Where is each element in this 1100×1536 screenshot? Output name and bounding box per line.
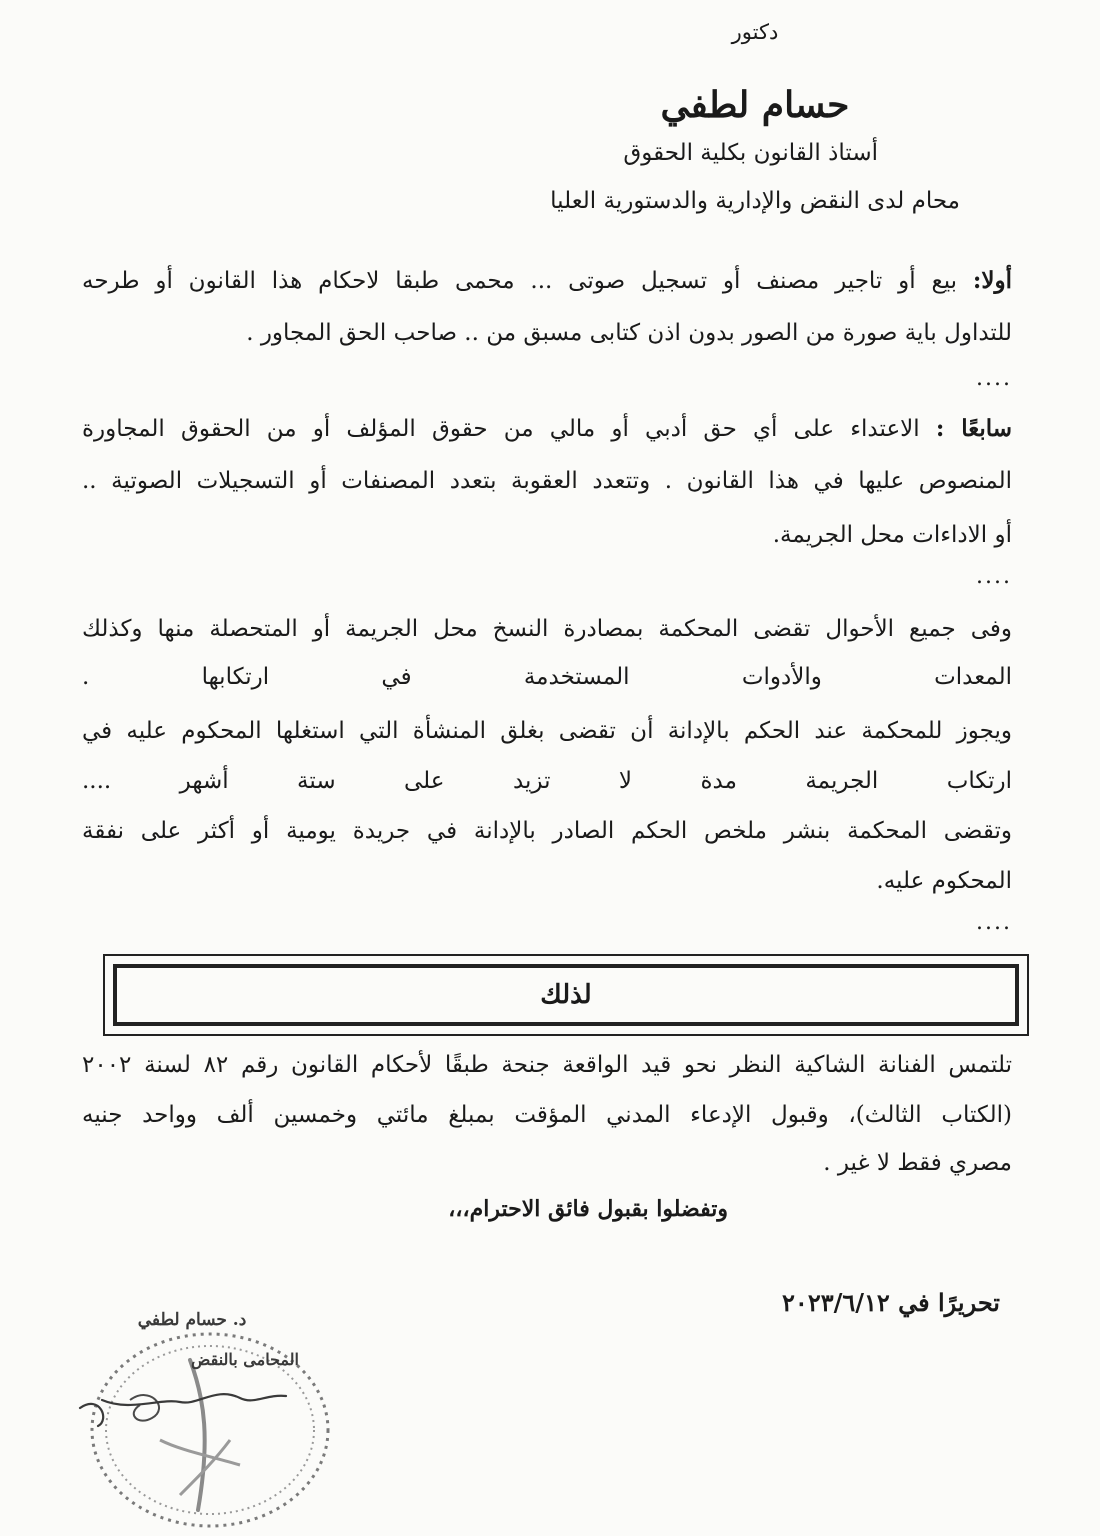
closing-remark: وتفضلوا بقبول فائق الاحترام،،، xyxy=(448,1196,728,1222)
request-line-3: مصري فقط لا غير . xyxy=(823,1150,1012,1176)
first-line-2: للتداول باية صورة من الصور بدون اذن كتابى مسبق من .. صاحب الحق المجاور . xyxy=(246,320,1012,346)
seventh-text-1: الاعتداء على أي حق أدبي أو مالي من حقوق المؤلف أو من الحقوق المجاورة xyxy=(82,416,920,442)
general-line-5: وتقضى المحكمة بنشر ملخص الحكم الصادر بالإدانة في جريدة يومية أو أكثر على نفقة xyxy=(82,818,1012,844)
heading-frame-inner xyxy=(113,964,1019,1026)
author-court: محام لدى النقض والإدارية والدستورية العليا xyxy=(550,188,960,214)
seal-line-2: المحامى بالنقض xyxy=(191,1350,299,1369)
request-line-1: تلتمس الفنانة الشاكية النظر نحو قيد الواقعة جنحة طبقًا لأحكام القانون رقم ٨٢ لسنة ٢٠٠٢ xyxy=(82,1052,1012,1078)
general-line-2: المعدات والأدوات المستخدمة في ارتكابها . xyxy=(82,664,1012,690)
seventh-line-3: أو الاداءات محل الجريمة. xyxy=(772,522,1012,548)
heading-frame xyxy=(103,954,1029,1036)
seal-line-1: د. حسام لطفي xyxy=(137,1310,247,1330)
first-text-1: بيع أو تاجير مصنف أو تسجيل صوتى ... محمى طبقا لاحكام هذا القانون أو طرحه xyxy=(82,268,958,294)
seventh-ellipsis: .... xyxy=(976,564,1012,589)
seventh-line-1 xyxy=(82,414,1012,444)
heading-label: لذلك xyxy=(540,980,592,1010)
request-line-2: (الكتاب الثالث)، وقبول الإدعاء المدني المؤقت بمبلغ مائتي وخمسين ألف وواحد جنيه xyxy=(82,1102,1012,1128)
first-line-1 xyxy=(82,266,1012,296)
header-title: دكتور xyxy=(731,20,779,44)
general-line-3: ويجوز للمحكمة عند الحكم بالإدانة أن تقضى بغلق المنشأة التي استغلها المحكوم عليه في xyxy=(82,718,1012,744)
general-line-6: المحكوم عليه. xyxy=(876,868,1012,894)
date-line: تحريرًا في ٢٠٢٣/٦/١٢ xyxy=(782,1288,1000,1317)
author-name: حسام لطفي xyxy=(660,84,850,126)
first-ellipsis: .... xyxy=(976,366,1012,391)
seventh-line-2: المنصوص عليها في هذا القانون . وتتعدد العقوبة بتعدد المصنفات أو التسجيلات الصوتية .. xyxy=(82,468,1012,494)
general-line-4: ارتكاب الجريمة مدة لا تزيد على ستة أشهر .... xyxy=(82,768,1012,794)
general-line-1: وفى جميع الأحوال تقضى المحكمة بمصادرة النسخ محل الجريمة أو المتحصلة منها وكذلك xyxy=(82,616,1012,642)
seventh-lead: سابعًا : xyxy=(935,415,1012,442)
first-lead: أولا: xyxy=(972,267,1012,294)
general-ellipsis: .... xyxy=(976,910,1012,935)
author-role: أستاذ القانون بكلية الحقوق xyxy=(623,140,878,166)
